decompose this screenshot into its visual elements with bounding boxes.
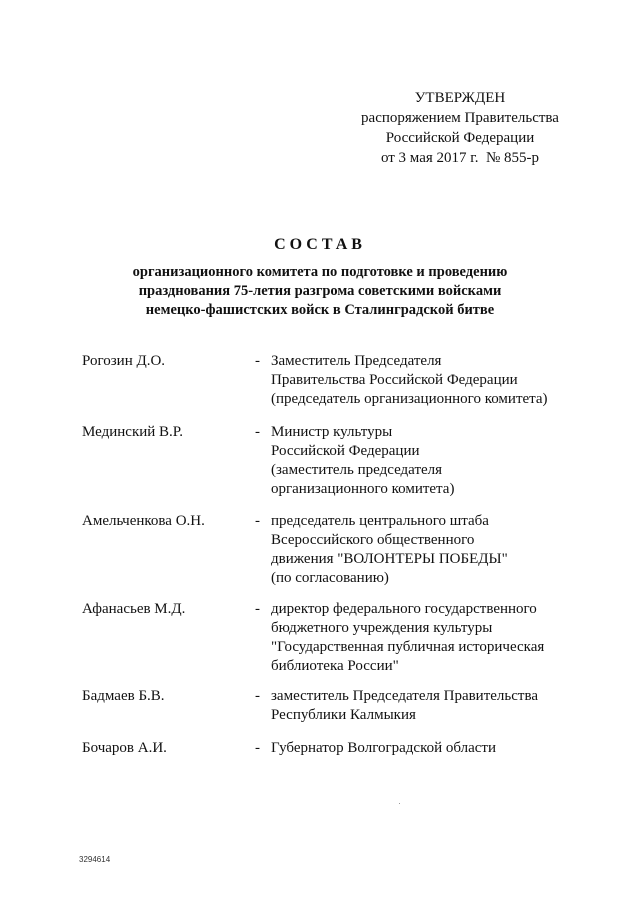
document-title: СОСТАВ (274, 236, 366, 253)
member-description-line: (по согласованию) (271, 570, 389, 586)
member-description-line: движения "ВОЛОНТЕРЫ ПОБЕДЫ" (271, 551, 508, 567)
member-description (271, 739, 601, 758)
member-dash: - (255, 601, 260, 617)
member-name: Афанасьев М.Д. (82, 601, 186, 617)
member-description-line: Республики Калмыкия (271, 707, 416, 723)
member-description-line: (председатель организационного комитета) (271, 391, 548, 407)
member-dash: - (255, 353, 260, 369)
member-description-line: Всероссийского общественного (271, 532, 475, 548)
member-description-line: Губернатор Волгоградской области (271, 740, 497, 756)
member-dash: - (255, 740, 260, 756)
member-description-line: (заместитель председателя (271, 462, 443, 478)
approval-block (336, 88, 584, 168)
approval-line-1: распоряжением Правительства (361, 110, 559, 126)
approval-date-line: от 3 мая 2017 г. № 855-р (380, 150, 540, 166)
member-description-line: "Государственная публичная историческая (271, 639, 545, 655)
member-name: Бадмаев Б.В. (82, 688, 165, 704)
member-dash: - (255, 688, 260, 704)
subtitle-line-1: организационного комитета по подготовке и проведению (132, 264, 508, 280)
member-description-line: Министр культуры (271, 424, 393, 440)
scan-speck (399, 803, 400, 804)
member-name: Бочаров А.И. (82, 740, 167, 756)
member-description-line: председатель центрального штаба (271, 513, 489, 529)
subtitle-line-3: немецко-фашистских войск в Сталинградской битве (145, 302, 495, 318)
member-description (271, 687, 601, 725)
member-dash: - (255, 424, 260, 440)
member-name: Мединский В.Р. (82, 424, 184, 440)
member-dash: - (255, 513, 260, 529)
member-description-line: Заместитель Председателя (271, 353, 442, 369)
document-code: 3294614 (79, 855, 111, 864)
member-description-line: организационного комитета) (271, 481, 455, 497)
member-description-line: директор федерального государственного (271, 601, 537, 617)
member-description-line: Правительства Российской Федерации (271, 372, 518, 388)
document-subtitle (60, 263, 580, 320)
member-description (271, 423, 601, 499)
approval-line-2: Российской Федерации (385, 130, 535, 146)
member-description (271, 600, 601, 676)
member-description-line: Российской Федерации (271, 443, 420, 459)
member-description-line: бюджетного учреждения культуры (271, 620, 493, 636)
approval-heading: УТВЕРЖДЕН (414, 90, 506, 106)
member-description-line: библиотека России" (271, 658, 399, 674)
subtitle-line-2: празднования 75-летия разгрома советскими войсками (138, 283, 502, 299)
member-description (271, 352, 601, 409)
member-name: Амельченкова О.Н. (82, 513, 205, 529)
member-name: Рогозин Д.О. (82, 353, 166, 369)
member-description-line: заместитель Председателя Правительства (271, 688, 539, 704)
member-description (271, 512, 601, 588)
